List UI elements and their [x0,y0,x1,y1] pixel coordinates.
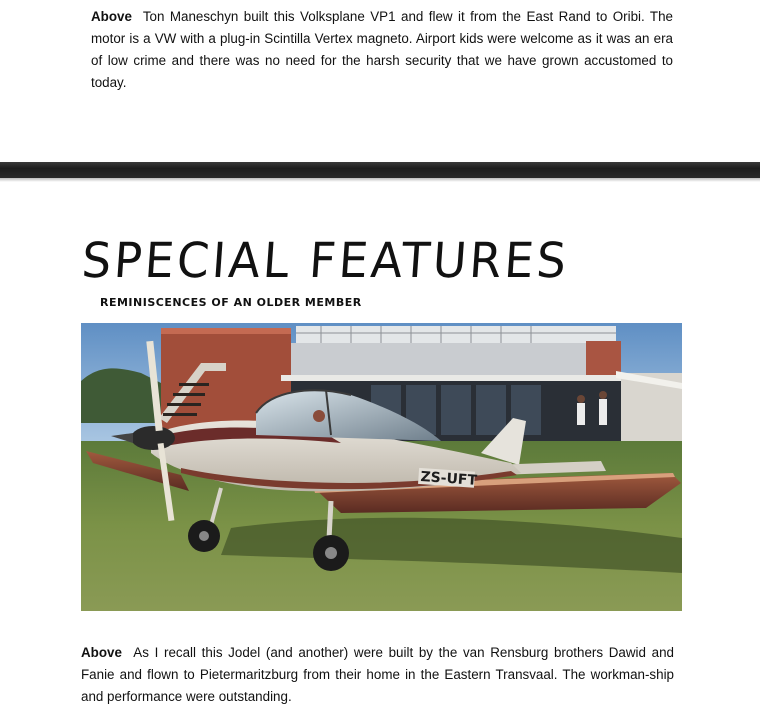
bottom-photo-caption [81,642,674,708]
previous-page [0,0,760,162]
section-title: SPECIAL FEATURES [80,232,571,289]
top-photo-caption [91,6,673,94]
section-subtitle: REMINISCENCES OF AN OLDER MEMBER [100,296,362,309]
registration-marking: ZS-UFT [419,469,478,489]
page-divider-shadow [0,178,760,182]
caption-text: As I recall this Jodel (and another) were built by the van Rensburg brothers Dawid and Fanie and flown to Pietermaritzburg from their home in the Eastern Transvaal. The workman-ship and performance were outstanding. [81,645,674,704]
caption-text: Ton Maneschyn built this Volksplane VP1 and flew it from the East Rand to Oribi. The motor is a VW with a plug-in Scintilla Vertex magneto. Airport kids were welcome as it was an era of low crime and there was no need for the harsh security that we have grown accustomed to today. [91,9,673,90]
page-divider [0,162,760,178]
caption-lead-label: Above [81,645,122,660]
caption-lead-label: Above [91,9,132,24]
jodel-aircraft-photo [81,323,682,611]
